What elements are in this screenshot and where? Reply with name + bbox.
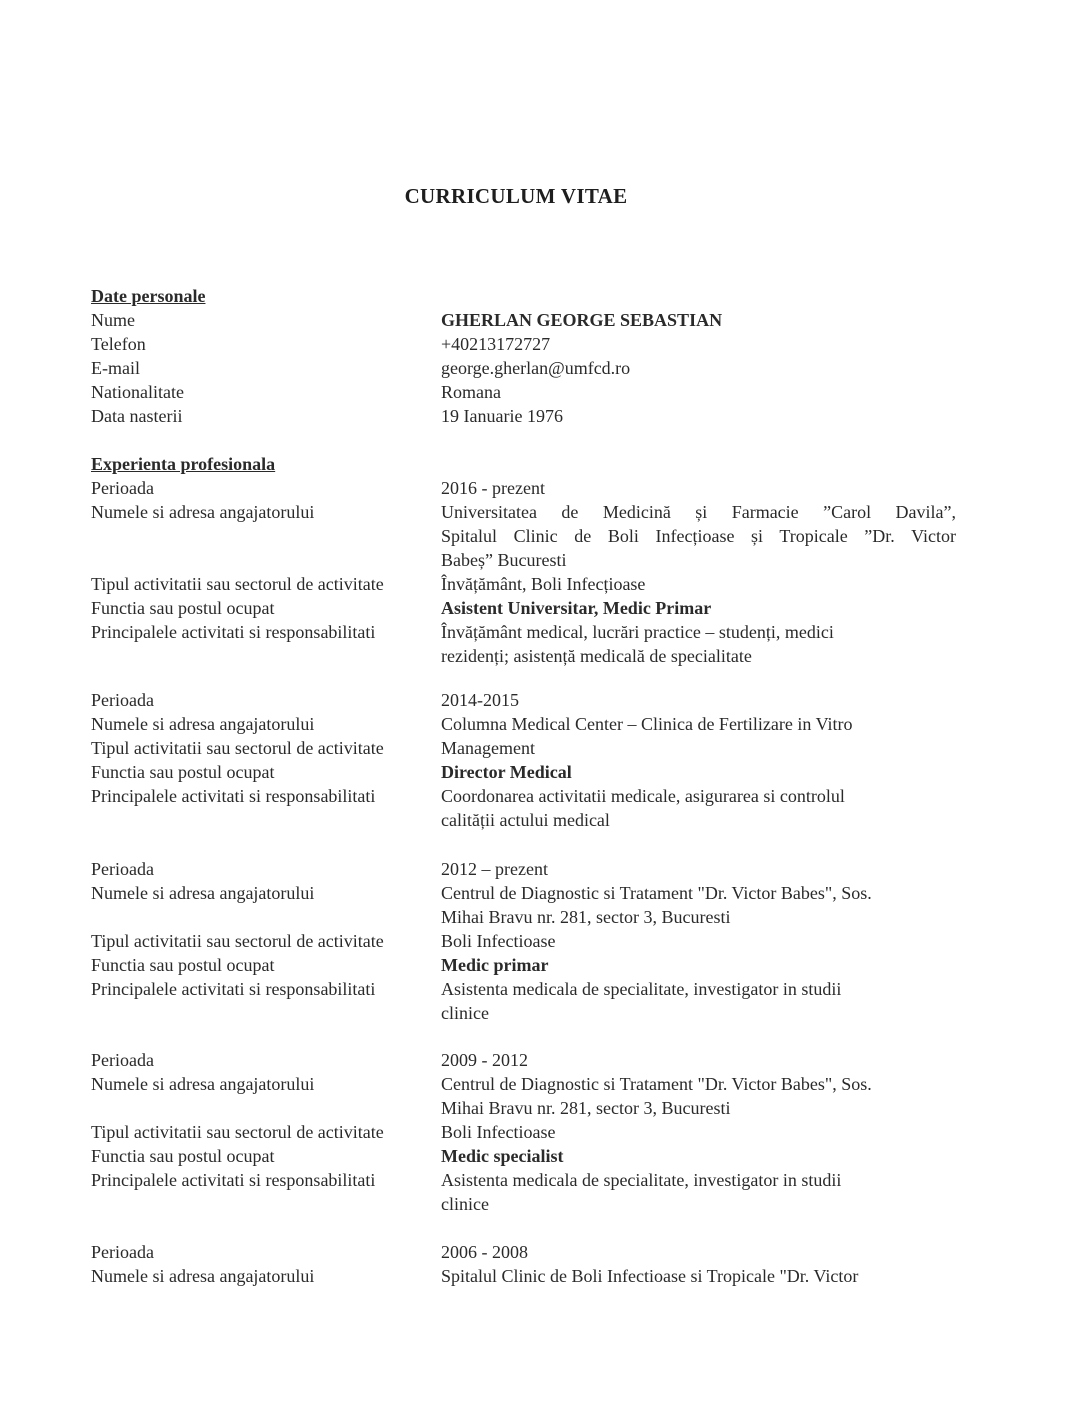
field-label: Perioada xyxy=(91,1050,154,1070)
field-label: Functia sau postul ocupat xyxy=(91,598,275,618)
value-line: rezidenți; asistență medicală de specialitate xyxy=(441,646,752,666)
position-value: Medic specialist xyxy=(441,1146,564,1166)
value-line: calității actului medical xyxy=(441,810,610,830)
period-value: 2006 - 2008 xyxy=(441,1242,528,1262)
employer-value xyxy=(441,1072,956,1120)
value-line: Babeș” Bucuresti xyxy=(441,550,567,570)
field-label: Functia sau postul ocupat xyxy=(91,762,275,782)
period-row xyxy=(91,476,971,500)
activities-row xyxy=(91,1168,971,1216)
period-value: 2012 – prezent xyxy=(441,859,548,879)
field-label: Nationalitate xyxy=(91,382,184,402)
section-heading: Date personale xyxy=(91,286,206,306)
value-line: Columna Medical Center – Clinica de Fertilizare in Vitro xyxy=(441,714,853,734)
activities-row xyxy=(91,620,971,668)
period-row xyxy=(91,1048,971,1072)
email-row xyxy=(91,356,971,380)
period-value: 2016 - prezent xyxy=(441,478,545,498)
birthdate-row xyxy=(91,404,971,428)
value-line: Spitalul Clinic de Boli Infectioase si Tropicale "Dr. Victor xyxy=(441,1266,859,1286)
field-label: Functia sau postul ocupat xyxy=(91,1146,275,1166)
field-label: Perioada xyxy=(91,690,154,710)
sector-value: Învățământ, Boli Infecțioase xyxy=(441,574,646,594)
sector-row xyxy=(91,1120,971,1144)
field-label: Tipul activitatii sau sectorul de activitate xyxy=(91,574,384,594)
field-label: Numele si adresa angajatorului xyxy=(91,714,315,734)
phone-value: +40213172727 xyxy=(441,334,551,354)
value-line: Centrul de Diagnostic si Tratament "Dr. Victor Babes", Sos. xyxy=(441,1074,872,1094)
field-label: Principalele activitati si responsabilitati xyxy=(91,1170,376,1190)
field-label: Tipul activitatii sau sectorul de activitate xyxy=(91,738,384,758)
employer-value xyxy=(441,712,956,736)
field-label: Principalele activitati si responsabilitati xyxy=(91,979,376,999)
value-line: Asistenta medicala de specialitate, investigator in studii xyxy=(441,1170,842,1190)
field-label: Numele si adresa angajatorului xyxy=(91,1074,315,1094)
experience-entry xyxy=(91,1240,971,1288)
field-label: Perioada xyxy=(91,859,154,879)
position-row xyxy=(91,953,971,977)
field-label: Numele si adresa angajatorului xyxy=(91,883,315,903)
activities-row xyxy=(91,977,971,1025)
employer-row xyxy=(91,1264,971,1288)
phone-row xyxy=(91,332,971,356)
field-label: Numele si adresa angajatorului xyxy=(91,1266,315,1286)
field-label: Numele si adresa angajatorului xyxy=(91,502,315,522)
value-line: Spitalul Clinic de Boli Infecțioase și Tropicale ”Dr. Victor xyxy=(441,526,956,546)
position-value: Medic primar xyxy=(441,955,549,975)
field-label: Telefon xyxy=(91,334,146,354)
position-row xyxy=(91,596,971,620)
employer-value xyxy=(441,1264,956,1288)
position-row xyxy=(91,760,971,784)
value-line: Coordonarea activitatii medicale, asigurarea si controlul xyxy=(441,786,845,806)
email-link[interactable]: george.gherlan@umfcd.ro xyxy=(441,358,631,378)
field-label: Perioada xyxy=(91,1242,154,1262)
position-row xyxy=(91,1144,971,1168)
employer-row xyxy=(91,500,971,572)
birthdate-value: 19 Ianuarie 1976 xyxy=(441,406,563,426)
period-row xyxy=(91,857,971,881)
period-value: 2009 - 2012 xyxy=(441,1050,528,1070)
field-label: Data nasterii xyxy=(91,406,183,426)
field-label: Tipul activitatii sau sectorul de activitate xyxy=(91,1122,384,1142)
field-label: Tipul activitatii sau sectorul de activitate xyxy=(91,931,384,951)
field-label: Functia sau postul ocupat xyxy=(91,955,275,975)
sector-value: Boli Infectioase xyxy=(441,1122,556,1142)
name-row xyxy=(91,308,971,332)
value-line: Asistenta medicala de specialitate, investigator in studii xyxy=(441,979,842,999)
document-title: CURRICULUM VITAE xyxy=(404,184,628,208)
section-heading: Experienta profesionala xyxy=(91,454,276,474)
period-value: 2014-2015 xyxy=(441,690,519,710)
value-line: Mihai Bravu nr. 281, sector 3, Bucuresti xyxy=(441,907,731,927)
field-label: Nume xyxy=(91,310,135,330)
personal-data-section xyxy=(91,284,971,428)
employer-row xyxy=(91,881,971,929)
nationality-row xyxy=(91,380,971,404)
activities-value xyxy=(441,977,956,1025)
period-row xyxy=(91,688,971,712)
value-line: Mihai Bravu nr. 281, sector 3, Bucuresti xyxy=(441,1098,731,1118)
value-line: Universitatea de Medicină și Farmacie ”Carol Davila”, xyxy=(441,502,956,522)
experience-entry xyxy=(91,1048,971,1216)
value-line: clinice xyxy=(441,1003,489,1023)
value-line: Centrul de Diagnostic si Tratament "Dr. Victor Babes", Sos. xyxy=(441,883,872,903)
activities-value xyxy=(441,1168,956,1216)
position-value: Asistent Universitar, Medic Primar xyxy=(441,598,712,618)
sector-value: Management xyxy=(441,738,535,758)
sector-value: Boli Infectioase xyxy=(441,931,556,951)
field-label: Principalele activitati si responsabilitati xyxy=(91,786,376,806)
experience-entry xyxy=(91,476,971,668)
nationality-value: Romana xyxy=(441,382,501,402)
name-value: GHERLAN GEORGE SEBASTIAN xyxy=(441,310,723,330)
field-label: E-mail xyxy=(91,358,140,378)
employer-row xyxy=(91,1072,971,1120)
field-label: Principalele activitati si responsabilitati xyxy=(91,622,376,642)
period-row xyxy=(91,1240,971,1264)
experience-heading-block xyxy=(91,452,971,476)
experience-entry xyxy=(91,688,971,832)
sector-row xyxy=(91,929,971,953)
sector-row xyxy=(91,736,971,760)
employer-value xyxy=(441,881,956,929)
value-line: clinice xyxy=(441,1194,489,1214)
position-value: Director Medical xyxy=(441,762,572,782)
activities-value xyxy=(441,620,956,668)
employer-row xyxy=(91,712,971,736)
sector-row xyxy=(91,572,971,596)
activities-row xyxy=(91,784,971,832)
activities-value xyxy=(441,784,956,832)
experience-entry xyxy=(91,857,971,1025)
field-label: Perioada xyxy=(91,478,154,498)
value-line: Învățământ medical, lucrări practice – studenți, medici xyxy=(441,622,834,642)
employer-value xyxy=(441,500,956,572)
